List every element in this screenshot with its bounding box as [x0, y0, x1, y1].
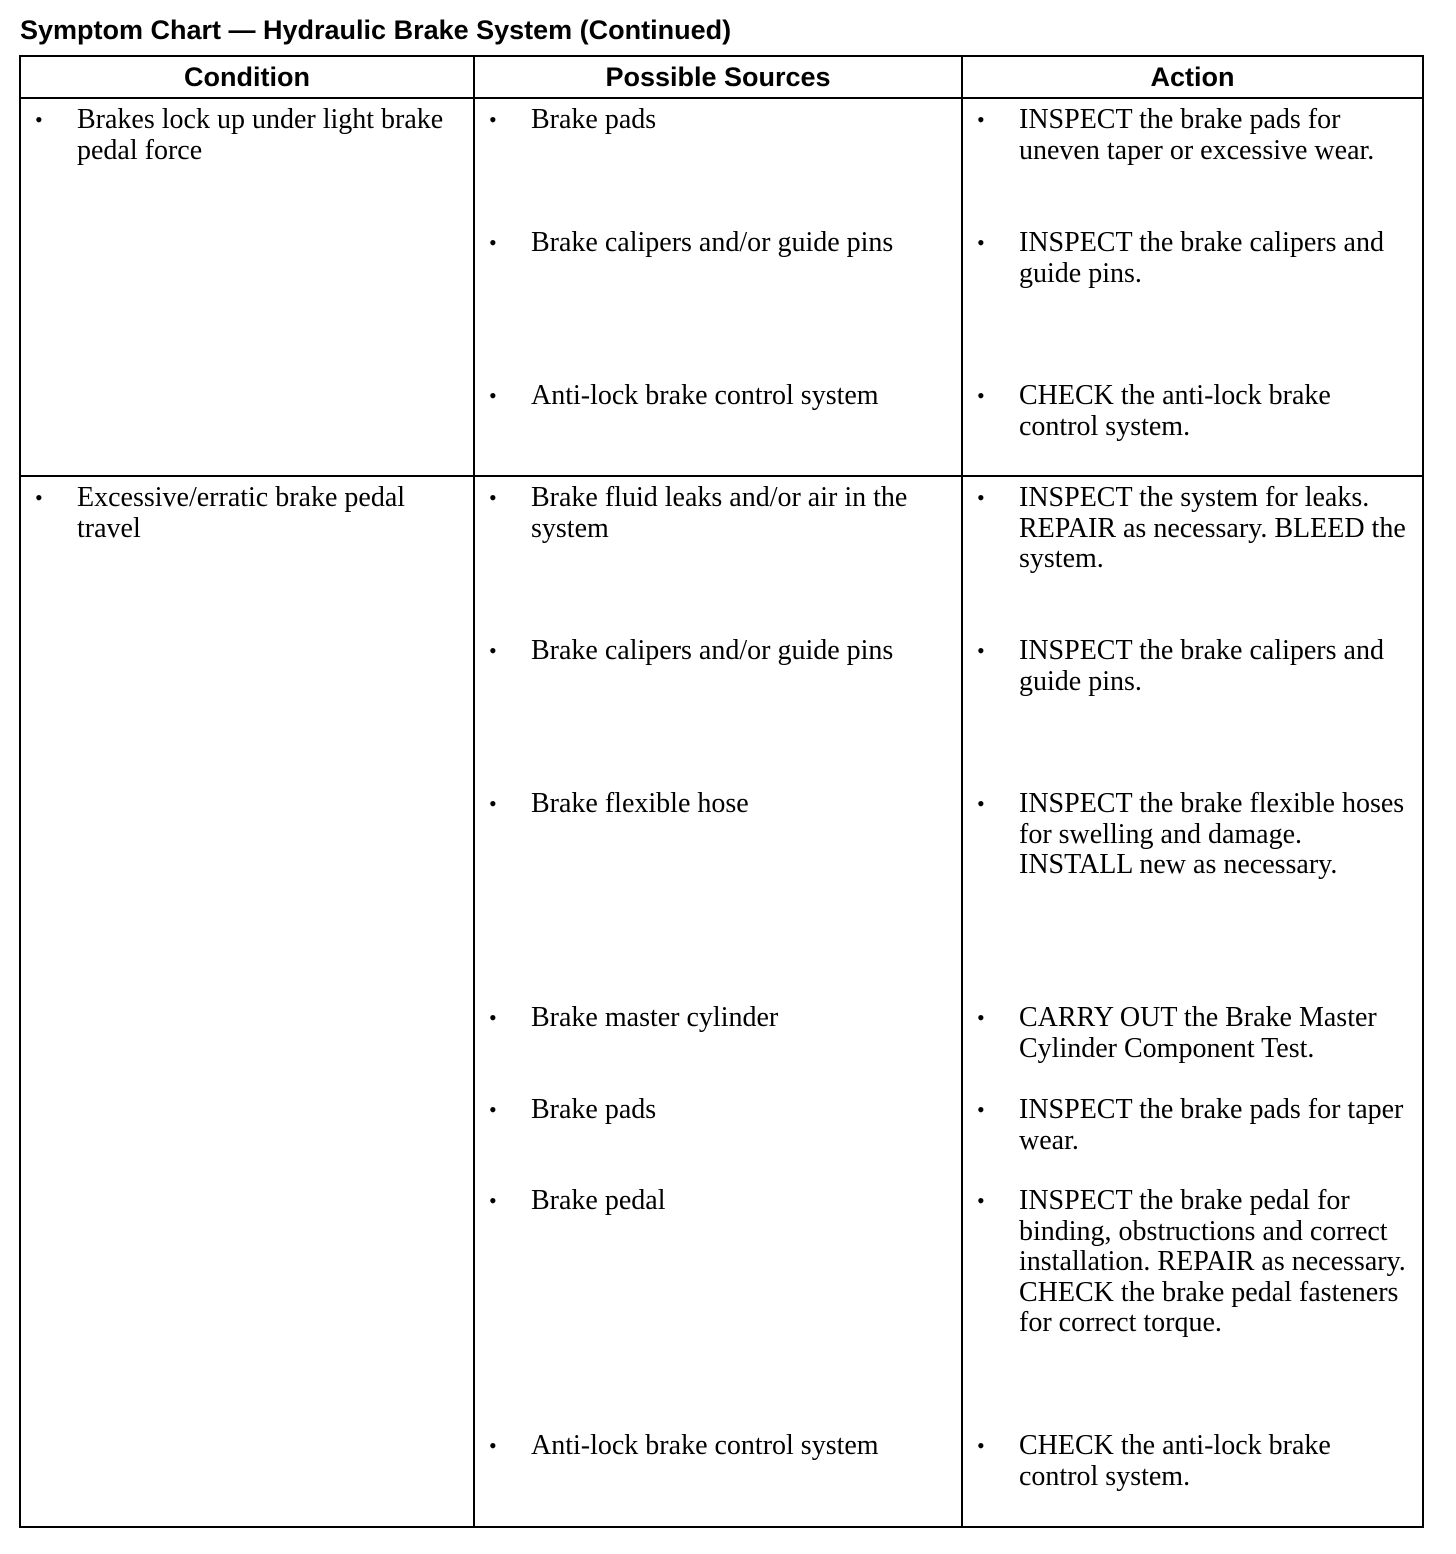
sources-cell [474, 476, 962, 1527]
action-cell [962, 476, 1423, 1527]
source-item [475, 1431, 951, 1462]
source-item [475, 381, 951, 412]
source-item [475, 1003, 951, 1034]
bullet-icon: • [35, 107, 43, 132]
bullet-icon: • [489, 1188, 497, 1213]
bullet-icon: • [977, 107, 985, 132]
bullet-icon: • [489, 1433, 497, 1458]
bullet-icon: • [977, 638, 985, 663]
action-item [963, 1095, 1412, 1156]
source-item [475, 1095, 951, 1126]
bullet-icon: • [489, 1097, 497, 1122]
header-possible-sources: Possible Sources [474, 56, 962, 98]
action-item [963, 1431, 1412, 1492]
source-item [475, 1186, 951, 1217]
bullet-icon: • [489, 383, 497, 408]
header-row [20, 56, 1423, 98]
page-title: Symptom Chart — Hydraulic Brake System (Continued) [20, 15, 732, 45]
bullet-icon: • [977, 1188, 985, 1213]
action-cell [962, 98, 1423, 476]
action-text: CARRY OUT the Brake Master Cylinder Component Test. [1019, 1002, 1377, 1064]
condition-text: Excessive/erratic brake pedal travel [77, 482, 406, 544]
symptom-chart-table [19, 55, 1424, 1528]
condition-cell [20, 98, 474, 476]
bullet-icon: • [489, 230, 497, 255]
table-row [20, 476, 1423, 1527]
action-text: INSPECT the brake calipers and guide pins. [1019, 635, 1384, 697]
source-text: Brake pads [531, 104, 657, 135]
source-text: Brake fluid leaks and/or air in the system [531, 482, 908, 544]
bullet-icon: • [489, 638, 497, 663]
action-text: CHECK the anti-lock brake control system. [1019, 1430, 1331, 1492]
sources-cell [474, 98, 962, 476]
bullet-icon: • [977, 1433, 985, 1458]
bullet-icon: • [489, 1005, 497, 1030]
source-text: Brake master cylinder [531, 1002, 779, 1033]
header-condition: Condition [20, 56, 474, 98]
condition-item [21, 483, 463, 544]
bullet-icon: • [489, 485, 497, 510]
source-text: Anti-lock brake control system [531, 1430, 879, 1461]
source-text: Brake pedal [531, 1185, 666, 1216]
bullet-icon: • [977, 383, 985, 408]
action-text: INSPECT the brake calipers and guide pins. [1019, 227, 1384, 289]
action-item [963, 636, 1412, 697]
bullet-icon: • [977, 230, 985, 255]
header-action: Action [962, 56, 1423, 98]
source-item [475, 228, 951, 259]
action-item [963, 381, 1412, 442]
source-item [475, 105, 951, 136]
bullet-icon: • [489, 107, 497, 132]
bullet-icon: • [35, 485, 43, 510]
source-item [475, 483, 951, 544]
source-text: Brake flexible hose [531, 788, 749, 819]
table-row [20, 98, 1423, 476]
condition-item [21, 105, 463, 166]
action-text: CHECK the anti-lock brake control system. [1019, 380, 1331, 442]
action-item [963, 1186, 1412, 1339]
action-item [963, 105, 1412, 166]
source-text: Brake calipers and/or guide pins [531, 227, 894, 258]
action-item [963, 789, 1412, 881]
action-item [963, 483, 1412, 575]
source-text: Anti-lock brake control system [531, 380, 879, 411]
source-item [475, 636, 951, 667]
action-item [963, 228, 1412, 289]
action-item [963, 1003, 1412, 1064]
source-text: Brake calipers and/or guide pins [531, 635, 894, 666]
bullet-icon: • [977, 485, 985, 510]
bullet-icon: • [977, 791, 985, 816]
bullet-icon: • [489, 791, 497, 816]
action-text: INSPECT the system for leaks. REPAIR as necessary. BLEED the system. [1019, 482, 1406, 574]
condition-text: Brakes lock up under light brake pedal force [77, 104, 444, 166]
action-text: INSPECT the brake flexible hoses for swelling and damage. INSTALL new as necessary. [1019, 788, 1405, 880]
action-text: INSPECT the brake pads for taper wear. [1019, 1094, 1404, 1156]
source-text: Brake pads [531, 1094, 657, 1125]
action-text: INSPECT the brake pedal for binding, obstructions and correct installation. REPAIR as necessary. CHECK the brake pedal fasteners for correct torque. [1019, 1185, 1406, 1338]
source-item [475, 789, 951, 820]
bullet-icon: • [977, 1005, 985, 1030]
action-text: INSPECT the brake pads for uneven taper or excessive wear. [1019, 104, 1375, 166]
bullet-icon: • [977, 1097, 985, 1122]
condition-cell [20, 476, 474, 1527]
